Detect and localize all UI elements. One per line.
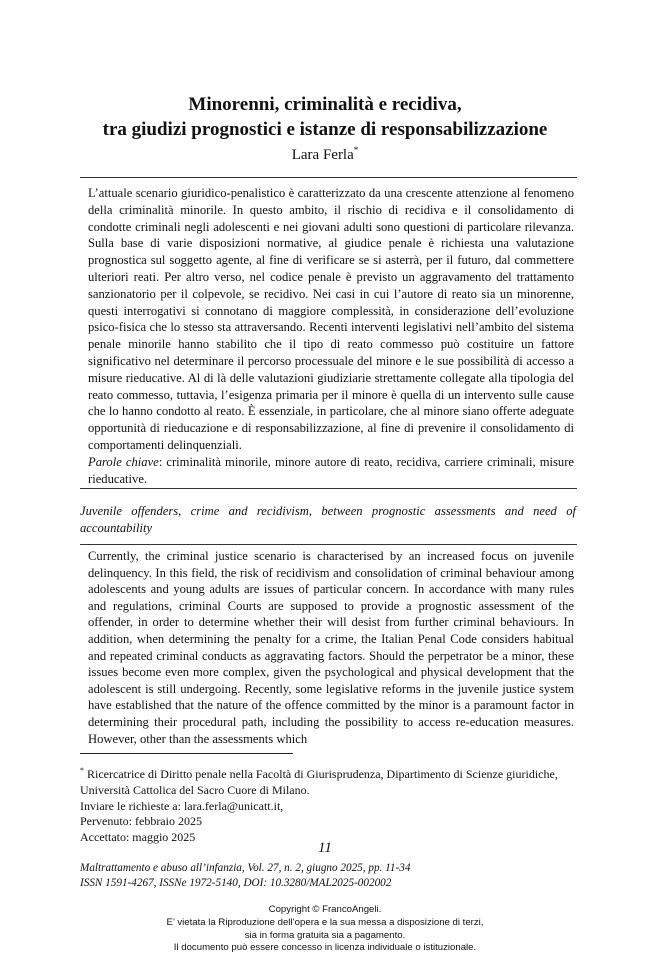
footnote-received: Pervenuto: febbraio 2025 <box>80 814 202 829</box>
abstract-english: Currently, the criminal justice scenario is characterised by an increased focus on juvenile delinquency. In this field, the risk of recidivism and consolidation of criminal behaviour among adolescents and young adults are issues of particular concern. In accordance with many rules and regulations, criminal Courts are supposed to provide a prognostic assessment of the offender, in order to determine whether their will desist from further criminal behaviours. In addition, when determining the penalty for a crime, the Italian Penal Code considers habitual and repeated criminal conducts as aggravating factors. Should the perpetrator be a minor, these issues become even more complex, given the psychological and physical development that the adolescent is still undergoing. Recently, some legislative reforms in the juvenile justice system have established that the nature of the offence committed by the minor is a paramount factor in determining their procedural path, including the possibility to access re-education measures. However, other than the assessments which <box>88 549 574 746</box>
footnote <box>80 763 577 846</box>
paper-title-line-1: Minorenni, criminalità e recidiva, <box>188 94 462 115</box>
author-name: Lara Ferla <box>291 147 354 163</box>
paper-title-line-2: tra giudizi prognostici e istanze di responsabilizzazione <box>102 119 548 140</box>
copyright-line-3: sia in forma gratuita sia a pagamento. <box>244 929 406 941</box>
copyright-line-1: Copyright © FrancoAngeli. <box>268 904 382 915</box>
author-footnote-mark: * <box>353 145 359 155</box>
keywords-text: : criminalità minorile, minore autore di reato, recidiva, carriere criminali, misure rieducative. <box>88 455 574 486</box>
footnote-mark: * <box>80 766 84 775</box>
journal-info <box>80 861 410 891</box>
keywords-label: Parole chiave <box>88 455 159 469</box>
abstract-italian: L’attuale scenario giuridico-penalistico è caratterizzato da una crescente attenzione al fenomeno della criminalità minorile. In questo ambito, il rischio di recidiva e il consolidamento di condotte criminali negli adolescenti e nei giovani adulti sono questioni di particolare rilevanza. Sulla base di varie disposizioni normative, al giudice penale è richiesta una valutazione prognostica sul soggetto agente, al fine di verificare se si asterrà, per il futuro, dal commettere ulteriori reati. Per altro verso, nel codice penale è previsto un aggravamento del trattamento sanzionatorio per il colpevole, se recidivo. Nei casi in cui l’autore di reato sia un minorenne, questi interrogativi si connotano di maggiore complessità, in considerazione dell’evoluzione psico-fisica che lo stesso sta attraversando. Recenti interventi legislativi nell’ambito del sistema penale minorile hanno stabilito che il tipo di reato commesso può costituire un fattore significativo nel determinare il percorso processuale del minore e le sue possibilità di accesso a misure rieducative. Al di là delle valutazioni giudiziarie strettamente collegate alla tipologia del reato commesso, tuttavia, l’esigenza primaria per il minore è quella di un intervento sulle cause che lo hanno condotto al reato. È essenziale, in particolare, che al minore siano offerte adeguate opportunità di rieducazione e di responsabilizzazione, al fine di prevenire il consolidamento di comportamenti delinquenziali. <box>88 186 574 452</box>
abstract-top-rule <box>80 177 577 178</box>
paper-title <box>0 92 650 142</box>
page-number: 11 <box>318 840 332 856</box>
footnote-accepted: Accettato: maggio 2025 <box>80 830 196 845</box>
english-title: Juvenile offenders, crime and recidivism, between prognostic assessments and need of accountability <box>80 504 576 535</box>
author-line <box>0 141 650 164</box>
abstract-bottom-rule <box>80 488 577 489</box>
footnote-requests: Inviare le richieste a: lara.ferla@unicatt.it, <box>80 798 284 813</box>
copyright-notice <box>0 904 650 955</box>
footnote-affiliation <box>80 763 577 799</box>
journal-citation: Maltrattamento e abuso all’infanzia, Vol. 27, n. 2, giugno 2025, pp. 11-34 <box>80 862 411 874</box>
english-abstract-top-rule <box>80 544 577 545</box>
keywords <box>88 454 574 488</box>
footnote-rule <box>80 753 293 754</box>
copyright-line-4: Il documento può essere concesso in licenza individuale o istituzionale. <box>173 942 477 954</box>
journal-issn-doi: ISSN 1591-4267, ISSNe 1972-5140, DOI: 10.3280/MAL2025-002002 <box>80 877 392 889</box>
footnote-affiliation-text: Ricercatrice di Diritto penale nella Facoltà di Giurisprudenza, Dipartimento di Scienze giuridiche, Università Cattolica del Sacro Cuore di Milano. <box>80 767 558 797</box>
copyright-line-2: E’ vietata la Riproduzione dell’opera e la sua messa a disposizione di terzi, <box>166 916 484 928</box>
